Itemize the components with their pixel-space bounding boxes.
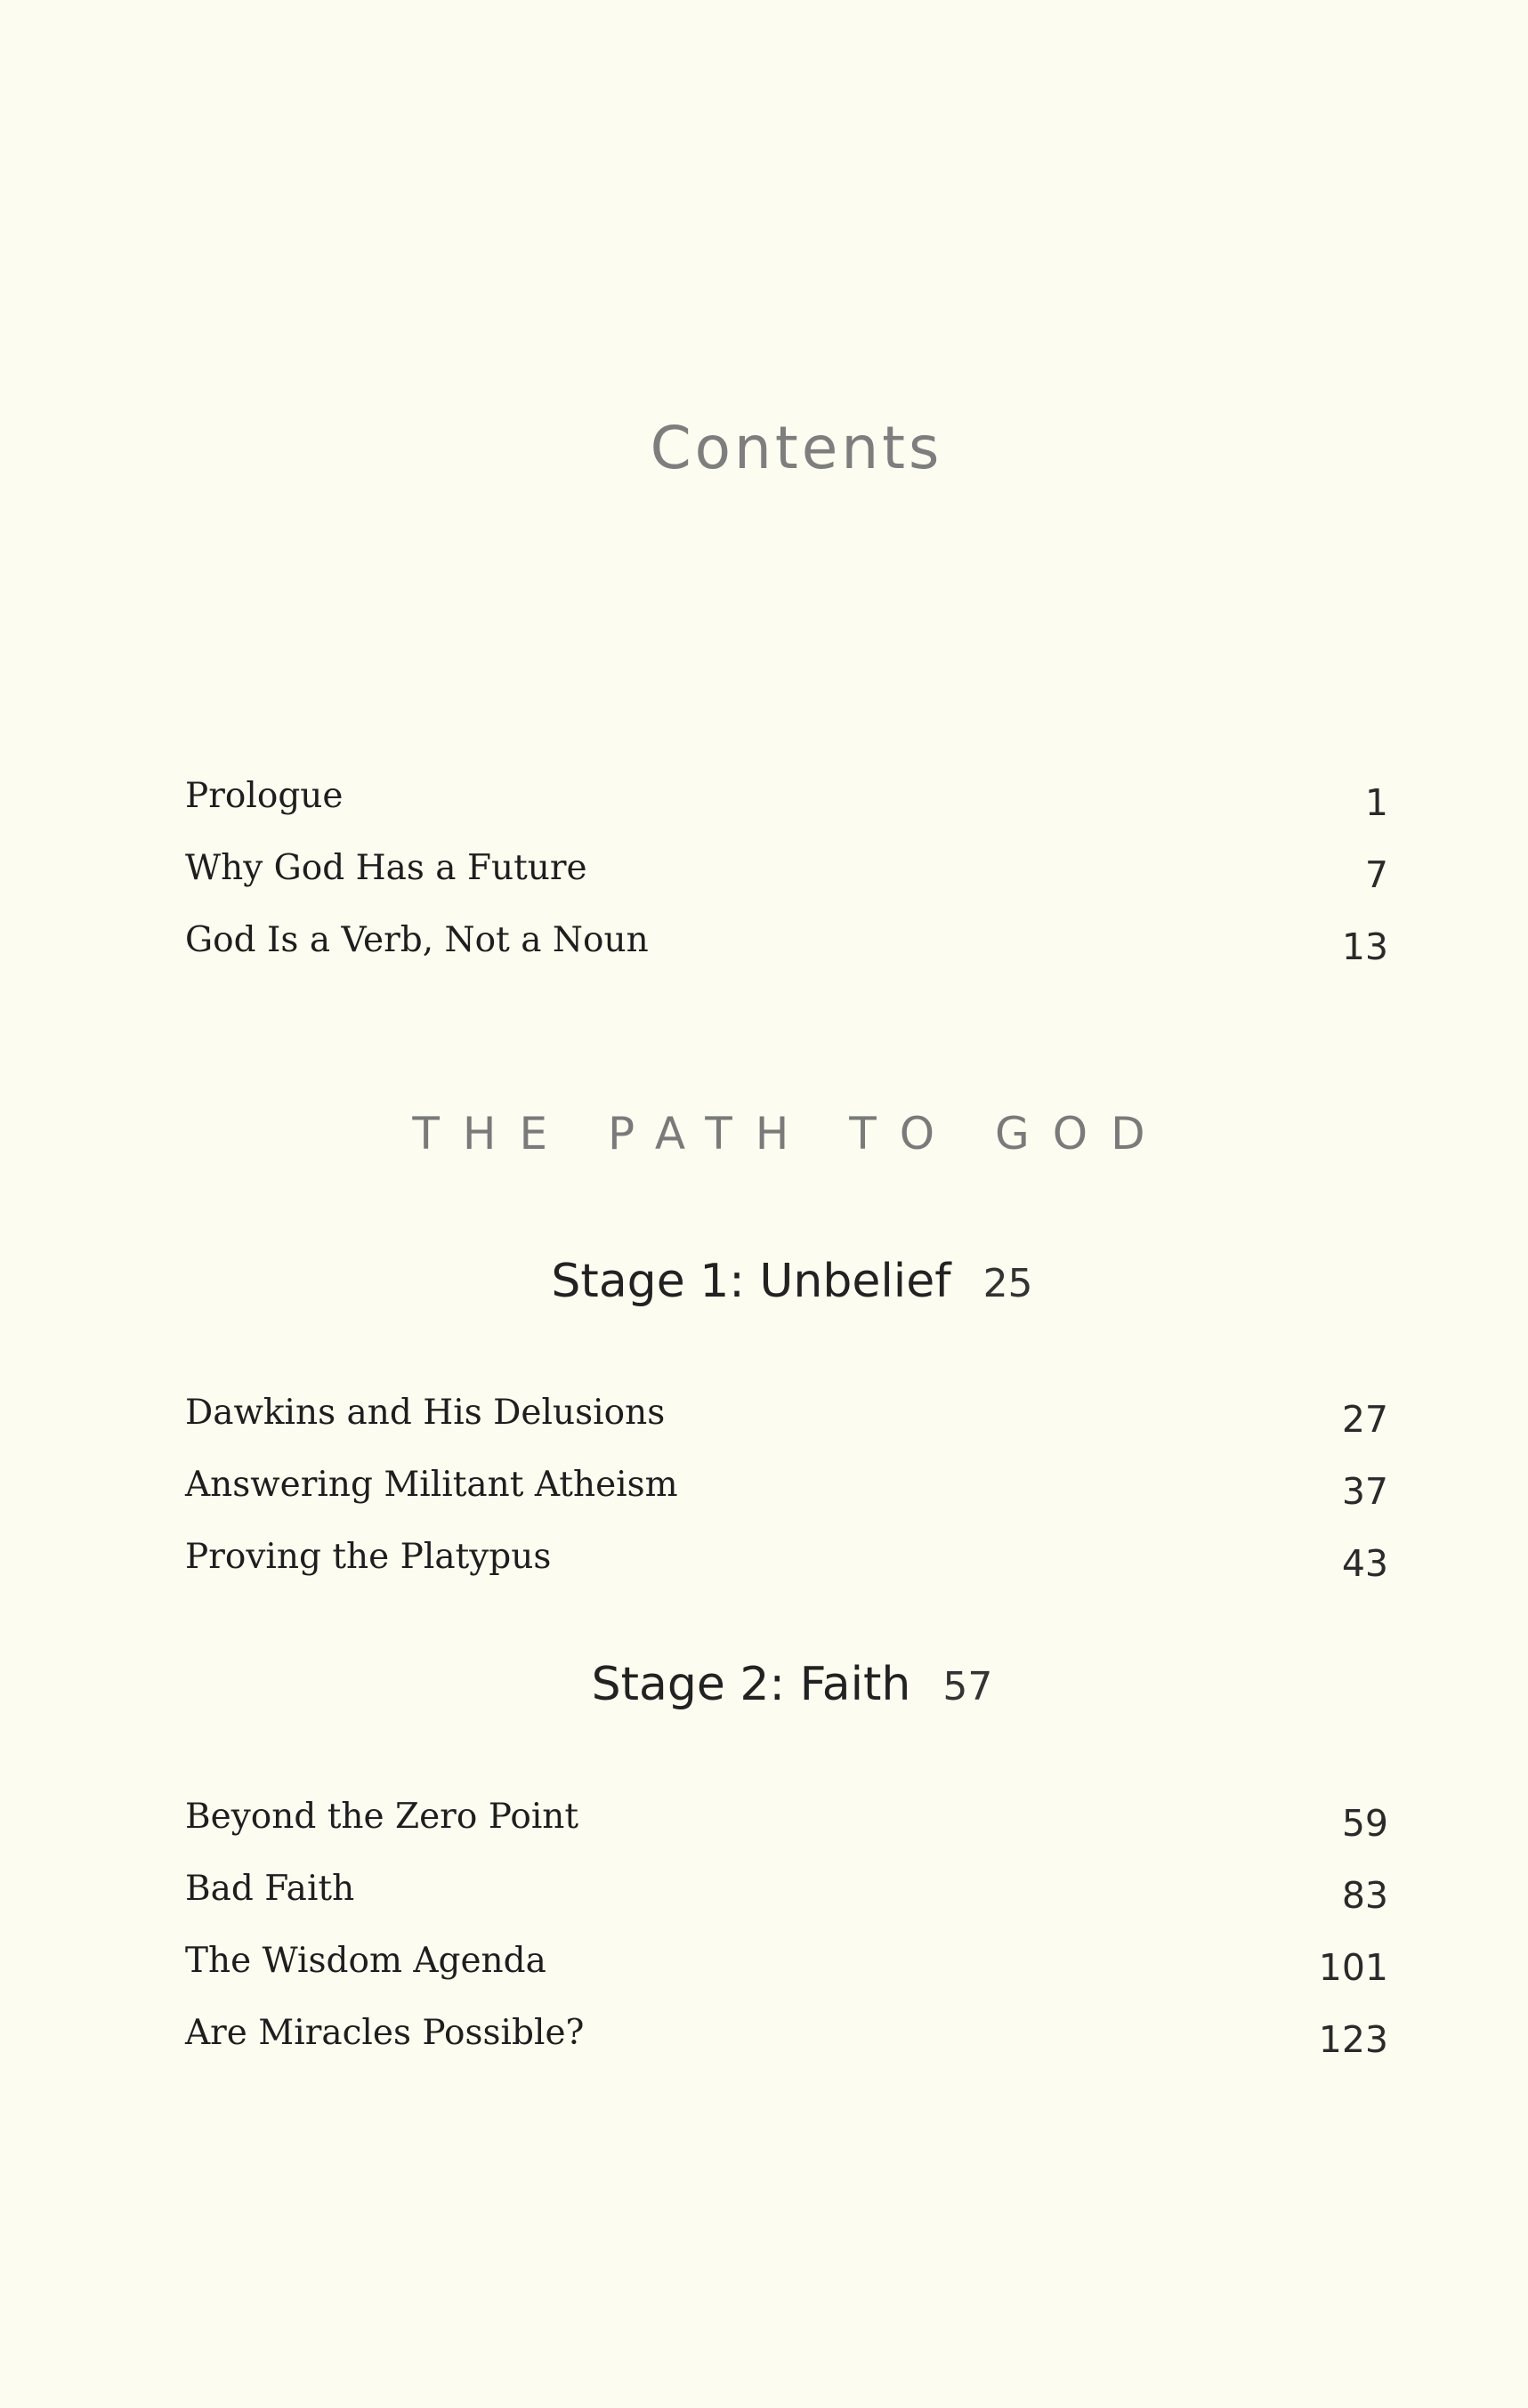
stage-heading-page: 57 xyxy=(942,1664,993,1709)
stage-heading-page: 25 xyxy=(982,1261,1033,1306)
stage2-entry-list xyxy=(185,1797,1388,2085)
toc-entry xyxy=(185,1941,1388,2013)
toc-entry xyxy=(185,2013,1388,2085)
toc-entry-page: 7 xyxy=(1364,853,1388,896)
toc-entry xyxy=(185,1869,1388,1941)
toc-entry-title: Dawkins and His Delusions xyxy=(185,1393,666,1433)
toc-entry xyxy=(185,1537,1388,1609)
toc-entry-title: Answering Militant Atheism xyxy=(185,1465,678,1505)
toc-entry-page: 1 xyxy=(1364,781,1388,824)
stage-heading-label: Stage 1: Unbelief xyxy=(551,1255,951,1308)
toc-entry-title: The Wisdom Agenda xyxy=(185,1941,546,1981)
toc-entry-page: 101 xyxy=(1318,1946,1388,1989)
stage-heading xyxy=(0,1658,1528,1711)
toc-entry-page: 37 xyxy=(1341,1470,1388,1513)
toc-entry-page: 83 xyxy=(1341,1874,1388,1917)
stage-heading xyxy=(0,1255,1528,1308)
toc-entry xyxy=(185,1393,1388,1465)
toc-entry-page: 13 xyxy=(1341,925,1388,968)
toc-entry xyxy=(185,848,1388,920)
toc-entry-title: Prologue xyxy=(185,776,344,816)
toc-entry-title: God Is a Verb, Not a Noun xyxy=(185,920,649,960)
toc-entry-title: Beyond the Zero Point xyxy=(185,1797,579,1837)
stage1-entry-list xyxy=(185,1393,1388,1609)
toc-entry-page: 123 xyxy=(1318,2018,1388,2061)
toc-entry xyxy=(185,776,1388,848)
toc-entry xyxy=(185,1797,1388,1869)
toc-entry-title: Proving the Platypus xyxy=(185,1537,552,1577)
toc-entry-page: 27 xyxy=(1341,1398,1388,1441)
section-heading: THE PATH TO GOD xyxy=(412,1108,1168,1160)
toc-entry-page: 59 xyxy=(1341,1802,1388,1845)
toc-entry xyxy=(185,920,1388,992)
stage-heading-label: Stage 2: Faith xyxy=(591,1658,911,1711)
toc-entry xyxy=(185,1465,1388,1537)
toc-entry-title: Bad Faith xyxy=(185,1869,355,1909)
toc-entry-title: Are Miracles Possible? xyxy=(185,2013,585,2053)
page-title: Contents xyxy=(650,414,943,482)
front-matter-list xyxy=(185,776,1388,992)
toc-entry-page: 43 xyxy=(1341,1542,1388,1585)
toc-entry-title: Why God Has a Future xyxy=(185,848,587,888)
